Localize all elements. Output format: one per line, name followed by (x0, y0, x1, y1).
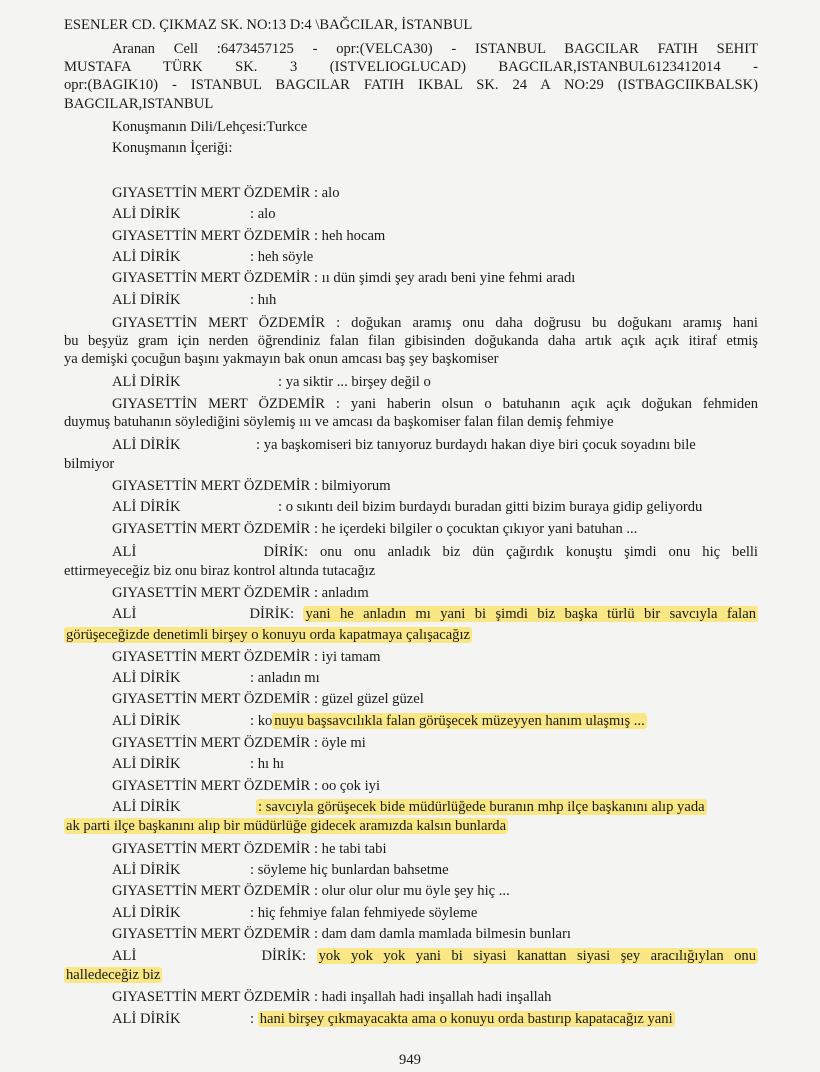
highlighted-utterance: görüşeceğizde denetimli birşey o konuyu orda kapatmaya çalışacağız (66, 627, 471, 643)
transcript-line (64, 648, 758, 667)
transcript-line (64, 373, 758, 392)
transcript-line (64, 840, 758, 859)
utterance: : o sıkıntı deil bizim burdaydı buradan gitti bizim buraya gidip geliyordu (278, 499, 703, 515)
speaker-name: GIYASETTİN MERT ÖZDEMİR (112, 735, 311, 751)
utterance: : hiç fehmiye falan fehmiyede söyleme (250, 905, 478, 921)
speaker-name: GIYASETTİN MERT ÖZDEMİR (112, 883, 311, 899)
transcript-line (64, 498, 758, 517)
content-label: Konuşmanın İçeriği: (112, 140, 233, 156)
highlighted-utterance: nuyu başsavcılıkla falan görüşecek müzeyyen hanım ulaşmış ... (274, 713, 645, 729)
speaker-name: GIYASETTİN MERT ÖZDEMİR (112, 926, 311, 942)
transcript-line (64, 269, 758, 288)
transcript-line (64, 584, 758, 603)
highlighted-utterance: yani he anladın mı yani bi şimdi biz başka türlü bir savcıyla falan (305, 606, 756, 622)
highlighted-utterance: halledeceğiz biz (66, 967, 161, 983)
transcript-line: ALİ DİRİK : hani birşey çıkmayacakta ama o konuyu orda bastırıp kapatacağız yani (112, 1011, 673, 1027)
speaker-name: ALİ DİRİK (112, 862, 181, 878)
transcript-line (64, 988, 758, 1007)
speaker-name: ALİ DİRİK (112, 249, 181, 265)
transcript-line (64, 291, 758, 310)
called-line-2: MUSTAFA TÜRK SK. 3 (ISTVELIOGLUCAD) BAGCILAR,ISTANBUL6123412014 - (64, 59, 758, 75)
utterance: : olur olur olur mu öyle şey hiç ... (313, 883, 510, 899)
utterance: : söyleme hiç bunlardan bahsetme (250, 862, 449, 878)
speaker-name: ALİ DİRİK (112, 499, 181, 515)
speaker-name: ALİ DİRİK (112, 544, 304, 560)
transcript-line: ALİ DİRİK: yani he anladın mı yani bi şimdi biz başka türlü bir savcıyla falan (112, 606, 756, 622)
transcript-line (64, 669, 758, 688)
transcript-line (64, 882, 758, 901)
utterance: : iyi tamam (313, 649, 381, 665)
transcript-line (64, 436, 758, 455)
speaker-name: GIYASETTİN MERT ÖZDEMİR (112, 691, 311, 707)
transcript-line (64, 925, 758, 944)
utterance: : hadi inşallah hadi inşallah hadi inşallah (313, 989, 552, 1005)
speaker-name: GIYASETTİN MERT ÖZDEMİR (112, 270, 311, 286)
utterance: : he tabi tabi (313, 841, 387, 857)
utterance: : anladım (313, 585, 369, 601)
highlighted-utterance: yok yok yok yani bi siyasi kanattan siyasi şey aracılığıylan onu (318, 948, 757, 964)
transcript-continuation (64, 817, 758, 836)
utterance: : doğukan aramış onu daha doğrusu bu doğukanı aramış hani (336, 315, 758, 331)
utterance: : hıh (250, 292, 277, 308)
transcript-line (64, 184, 758, 203)
transcript-continuation: ettirmeyeceğiz biz onu biraz kontrol altında tutacağız (64, 563, 376, 579)
language-line: Konuşmanın Dili/Lehçesi:Turkce (112, 119, 308, 135)
called-line-4: BAGCILAR,ISTANBUL (64, 96, 214, 112)
speaker-name: ALİ DİRİK (112, 606, 290, 622)
speaker-name: ALİ DİRİK (112, 292, 181, 308)
speaker-name: ALİ DİRİK (112, 799, 181, 815)
utterance: : bilmiyorum (313, 478, 391, 494)
utterance: : onu onu anladık biz dün çağırdık konuştu şimdi onu hiç belli (304, 544, 758, 560)
transcript-line (64, 861, 758, 880)
transcript-line (64, 314, 758, 333)
utterance: : ya başkomiseri biz tanıyoruz burdaydı hakan diye biri çocuk soyadını bile (256, 437, 696, 453)
speaker-name: ALİ DİRİK (112, 1011, 181, 1027)
speaker-name: ALİ DİRİK (112, 713, 181, 729)
transcript-line (64, 205, 758, 224)
transcript-continuation (64, 626, 758, 645)
utterance: : alo (313, 185, 340, 201)
speaker-name: GIYASETTİN MERT ÖZDEMİR (112, 185, 311, 201)
transcript-continuation: duymuş batuhanın söylediğini söylemiş ııı ve amcası da başkomiser falan filan demiş fehmiye (64, 414, 614, 430)
transcript-line (64, 777, 758, 796)
highlighted-utterance: hani birşey çıkmayacakta ama o konuyu orda bastırıp kapatacağız yani (259, 1011, 673, 1027)
utterance: : ya siktir ... birşey değil o (278, 374, 431, 390)
speaker-name: GIYASETTİN MERT ÖZDEMİR (112, 841, 311, 857)
transcript-line (64, 798, 758, 817)
address-line: ESENLER CD. ÇIKMAZ SK. NO:13 D:4 \BAĞCILAR, İSTANBUL (64, 17, 473, 33)
speaker-name: ALİ DİRİK (112, 756, 181, 772)
transcript-continuation (64, 966, 758, 985)
utterance: : alo (250, 206, 276, 222)
utterance: : anladın mı (250, 670, 320, 686)
utterance: : dam dam damla mamlada bilmesin bunları (313, 926, 571, 942)
transcript-continuation: bilmiyor (64, 456, 115, 472)
transcript-line (64, 227, 758, 246)
utterance: : heh söyle (250, 249, 314, 265)
highlighted-utterance: ak parti ilçe başkanını alıp bir müdürlüğe gidecek aramızda kalsın bunlarda (66, 818, 507, 834)
called-line-3: opr:(BAGIK10) - ISTANBUL BAGCILAR FATIH IKBAL SK. 24 A NO:29 (ISTBAGCIIKBALSK) (64, 77, 758, 93)
utterance: : yani haberin olsun o batuhanın açık açık doğukan fehmiden (335, 396, 758, 412)
transcript-continuation: ya demişki çocuğun başını yakmayın bak onun amcası baş şey başkomiser (64, 351, 499, 367)
utterance: : oo çok iyi (313, 778, 381, 794)
transcript-line (64, 395, 758, 414)
transcript-line: ALİ DİRİK: yok yok yok yani bi siyasi kanattan siyasi şey aracılığıylan onu (112, 948, 757, 964)
speaker-name: ALİ DİRİK (112, 374, 181, 390)
transcript-line (64, 904, 758, 923)
transcript-line (64, 543, 758, 562)
speaker-name: GIYASETTİN MERT ÖZDEMİR (112, 228, 311, 244)
speaker-name: GIYASETTİN MERT ÖZDEMİR (112, 649, 311, 665)
speaker-name: GIYASETTİN MERT ÖZDEMİR (112, 521, 311, 537)
transcript-line (64, 690, 758, 709)
utterance: : hı hı (250, 756, 285, 772)
speaker-name: ALİ DİRİK (112, 905, 181, 921)
speaker-name: GIYASETTİN MERT ÖZDEMİR (112, 315, 326, 331)
speaker-name: ALİ DİRİK (112, 206, 181, 222)
utterance: : heh hocam (313, 228, 386, 244)
speaker-name: GIYASETTİN MERT ÖZDEMİR (112, 585, 311, 601)
speaker-name: ALİ DİRİK (112, 437, 181, 453)
transcript-line (64, 477, 758, 496)
transcript-line (64, 520, 758, 539)
page-number: 949 (399, 1052, 421, 1068)
transcript-line (64, 734, 758, 753)
called-line-1: Aranan Cell :6473457125 - opr:(VELCA30) - ISTANBUL BAGCILAR FATIH SEHIT (112, 41, 758, 57)
speaker-name: GIYASETTİN MERT ÖZDEMİR (112, 478, 311, 494)
utterance: : ıı dün şimdi şey aradı beni yine fehmi aradı (313, 270, 576, 286)
utterance: : he içerdeki bilgiler o çocuktan çıkıyor yani batuhan ... (313, 521, 638, 537)
speaker-name: GIYASETTİN MERT ÖZDEMİR (112, 989, 311, 1005)
utterance: : güzel güzel güzel (313, 691, 424, 707)
speaker-name: ALİ DİRİK (112, 948, 302, 964)
transcript-line: ALİ DİRİK : ko nuyu başsavcılıkla falan görüşecek müzeyyen hanım ulaşmış ... (112, 713, 645, 729)
highlighted-utterance: : savcıyla görüşecek bide müdürlüğede buranın mhp ilçe başkanını alıp yada (258, 799, 705, 815)
transcript-line (64, 248, 758, 267)
utterance: : öyle mi (313, 735, 366, 751)
transcript-continuation: bu beşyüz gram için nerden öğrendiniz falan filan gibisinden doğukanda daha artık açık açık itiraf etmiş (64, 333, 758, 349)
speaker-name: GIYASETTİN MERT ÖZDEMİR (112, 396, 325, 412)
transcript-line (64, 755, 758, 774)
speaker-name: ALİ DİRİK (112, 670, 181, 686)
speaker-name: GIYASETTİN MERT ÖZDEMİR (112, 778, 311, 794)
